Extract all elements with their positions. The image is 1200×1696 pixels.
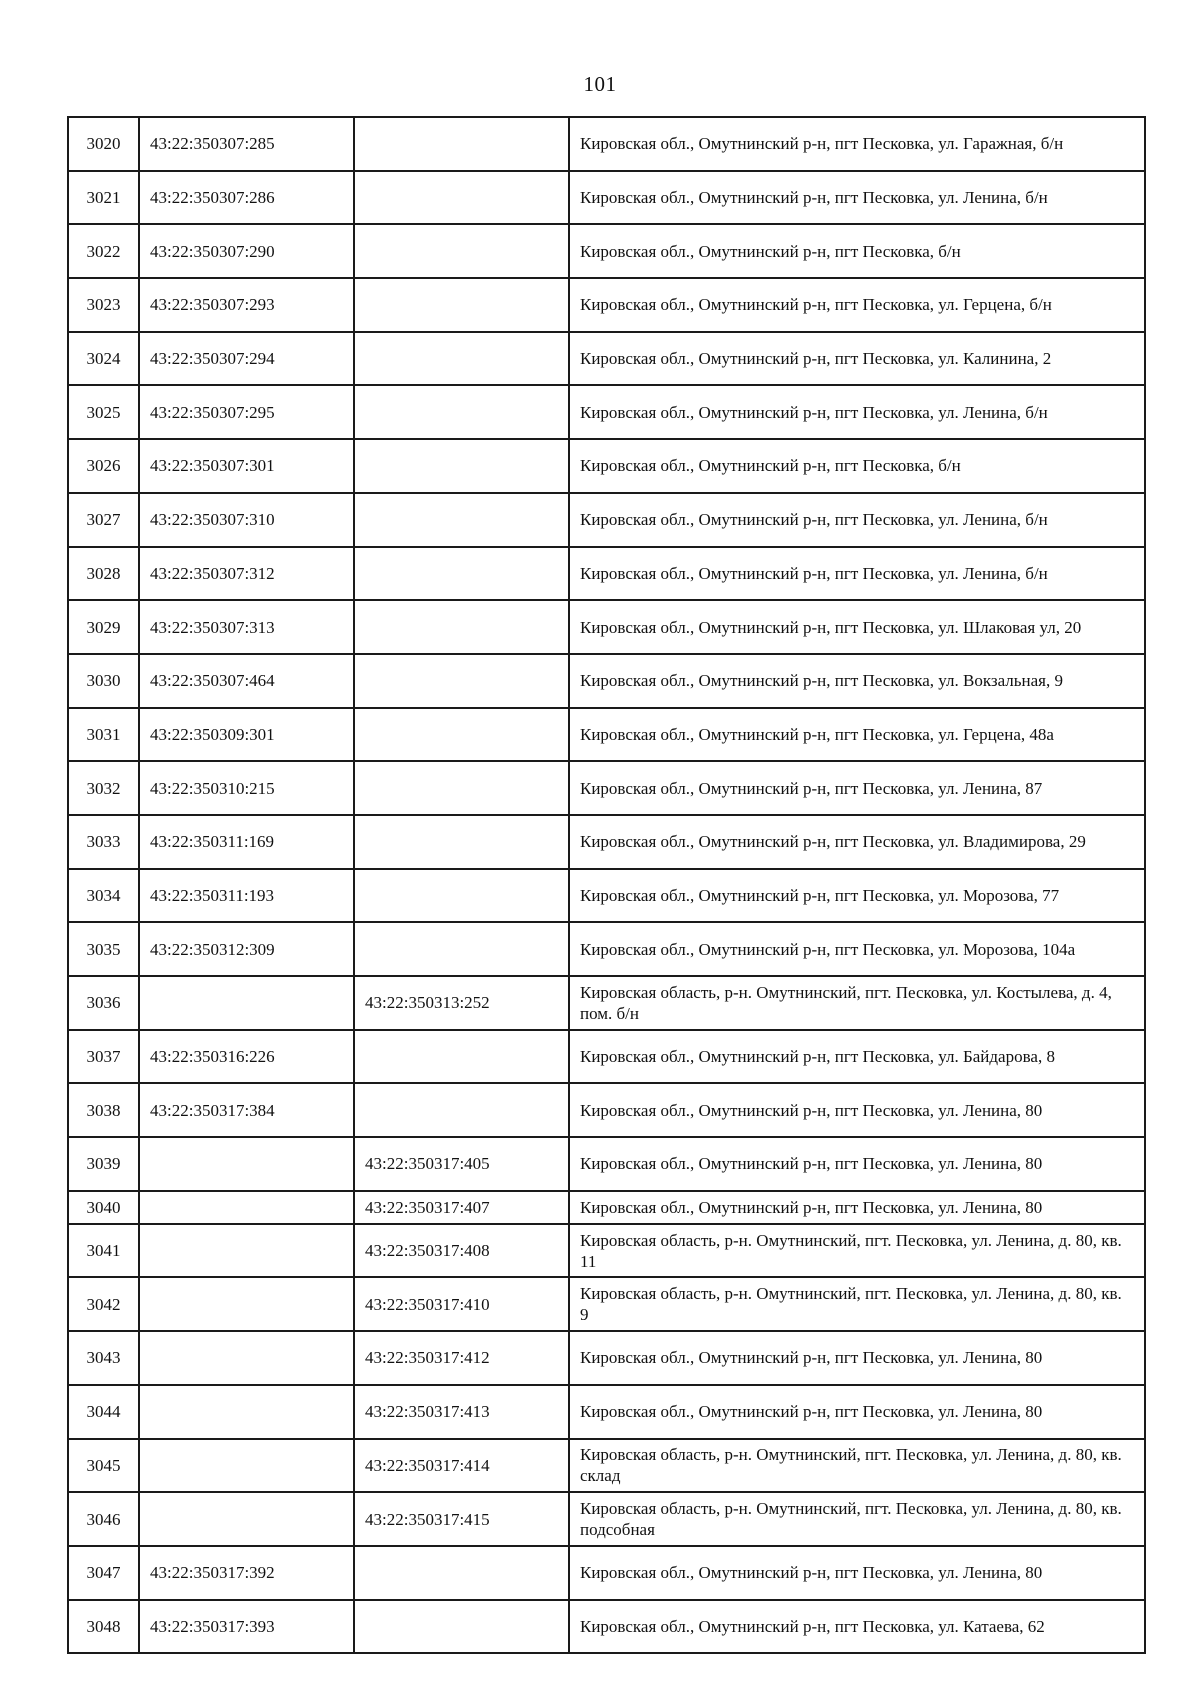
table-row [68,922,1145,976]
cadastral-number-cell [139,1277,354,1331]
object-cadastral-number-cell [354,332,569,386]
table-row [68,1030,1145,1084]
table-row [68,224,1145,278]
row-number: 3020 [68,117,139,171]
table-row [68,654,1145,708]
cadastral-number-cell: 43:22:350316:226 [139,1030,354,1084]
object-cadastral-number-cell [354,117,569,171]
table-row [68,1331,1145,1385]
cadastral-number-cell [139,1224,354,1278]
cadastral-number-cell [139,1492,354,1546]
address-cell: Кировская обл., Омутнинский р-н, пгт Песковка, ул. Морозова, 77 [569,869,1145,923]
cadastral-number-cell [139,1191,354,1224]
row-number: 3038 [68,1083,139,1137]
object-cadastral-number-cell [354,439,569,493]
table-row [68,385,1145,439]
table-row [68,1277,1145,1331]
address-cell: Кировская обл., Омутнинский р-н, пгт Песковка, ул. Владимирова, 29 [569,815,1145,869]
cadastral-number-cell [139,1137,354,1191]
object-cadastral-number-cell: 43:22:350313:252 [354,976,569,1030]
row-number: 3039 [68,1137,139,1191]
table-row [68,1385,1145,1439]
row-number: 3048 [68,1600,139,1654]
object-cadastral-number-cell: 43:22:350317:414 [354,1439,569,1493]
table-row [68,708,1145,762]
table-row [68,1600,1145,1654]
cadastral-number-cell: 43:22:350311:193 [139,869,354,923]
row-number: 3031 [68,708,139,762]
cadastral-number-cell: 43:22:350309:301 [139,708,354,762]
address-cell: Кировская обл., Омутнинский р-н, пгт Песковка, ул. Ленина, 80 [569,1331,1145,1385]
object-cadastral-number-cell: 43:22:350317:405 [354,1137,569,1191]
address-cell: Кировская обл., Омутнинский р-н, пгт Песковка, ул. Ленина, б/н [569,171,1145,225]
row-number: 3045 [68,1439,139,1493]
row-number: 3042 [68,1277,139,1331]
address-cell: Кировская обл., Омутнинский р-н, пгт Песковка, ул. Ленина, 80 [569,1191,1145,1224]
address-cell: Кировская обл., Омутнинский р-н, пгт Песковка, ул. Ленина, 80 [569,1385,1145,1439]
address-cell: Кировская область, р-н. Омутнинский, пгт. Песковка, ул. Ленина, д. 80, кв. склад [569,1439,1145,1493]
address-cell: Кировская обл., Омутнинский р-н, пгт Песковка, ул. Герцена, б/н [569,278,1145,332]
row-number: 3028 [68,547,139,601]
address-cell: Кировская обл., Омутнинский р-н, пгт Песковка, б/н [569,224,1145,278]
table-row [68,493,1145,547]
cadastral-number-cell: 43:22:350310:215 [139,761,354,815]
address-cell: Кировская обл., Омутнинский р-н, пгт Песковка, ул. Байдарова, 8 [569,1030,1145,1084]
row-number: 3027 [68,493,139,547]
address-cell: Кировская обл., Омутнинский р-н, пгт Песковка, ул. Ленина, б/н [569,385,1145,439]
object-cadastral-number-cell [354,1600,569,1654]
address-cell: Кировская обл., Омутнинский р-н, пгт Песковка, ул. Ленина, 87 [569,761,1145,815]
row-number: 3026 [68,439,139,493]
row-number: 3044 [68,1385,139,1439]
row-number: 3047 [68,1546,139,1600]
row-number: 3024 [68,332,139,386]
cadastral-number-cell: 43:22:350307:301 [139,439,354,493]
table-row [68,439,1145,493]
table-row [68,332,1145,386]
cadastral-number-cell: 43:22:350317:384 [139,1083,354,1137]
object-cadastral-number-cell: 43:22:350317:408 [354,1224,569,1278]
table-row [68,815,1145,869]
address-cell: Кировская обл., Омутнинский р-н, пгт Песковка, ул. Ленина, 80 [569,1083,1145,1137]
object-cadastral-number-cell [354,600,569,654]
object-cadastral-number-cell [354,1030,569,1084]
address-cell: Кировская обл., Омутнинский р-н, пгт Песковка, ул. Вокзальная, 9 [569,654,1145,708]
address-cell: Кировская обл., Омутнинский р-н, пгт Песковка, ул. Шлаковая ул, 20 [569,600,1145,654]
cadastral-number-cell: 43:22:350307:290 [139,224,354,278]
row-number: 3035 [68,922,139,976]
cadastral-number-cell: 43:22:350307:310 [139,493,354,547]
address-cell: Кировская обл., Омутнинский р-н, пгт Песковка, ул. Катаева, 62 [569,1600,1145,1654]
cadastral-number-cell: 43:22:350311:169 [139,815,354,869]
cadastral-number-cell [139,976,354,1030]
cadastral-number-cell: 43:22:350307:313 [139,600,354,654]
address-cell: Кировская обл., Омутнинский р-н, пгт Песковка, б/н [569,439,1145,493]
address-cell: Кировская область, р-н. Омутнинский, пгт. Песковка, ул. Ленина, д. 80, кв. 11 [569,1224,1145,1278]
cadastral-number-cell: 43:22:350317:393 [139,1600,354,1654]
object-cadastral-number-cell [354,547,569,601]
cadastral-number-cell: 43:22:350307:286 [139,171,354,225]
registry-table-body [68,117,1145,1653]
object-cadastral-number-cell: 43:22:350317:407 [354,1191,569,1224]
row-number: 3037 [68,1030,139,1084]
object-cadastral-number-cell [354,922,569,976]
table-row [68,1191,1145,1224]
cadastral-number-cell [139,1439,354,1493]
table-row [68,976,1145,1030]
address-cell: Кировская область, р-н. Омутнинский, пгт. Песковка, ул. Ленина, д. 80, кв. 9 [569,1277,1145,1331]
object-cadastral-number-cell [354,1546,569,1600]
cadastral-number-cell [139,1331,354,1385]
address-cell: Кировская область, р-н. Омутнинский, пгт. Песковка, ул. Костылева, д. 4, пом. б/н [569,976,1145,1030]
object-cadastral-number-cell [354,761,569,815]
table-row [68,761,1145,815]
cadastral-number-cell: 43:22:350307:294 [139,332,354,386]
table-row [68,278,1145,332]
address-cell: Кировская обл., Омутнинский р-н, пгт Песковка, ул. Морозова, 104а [569,922,1145,976]
row-number: 3021 [68,171,139,225]
cadastral-number-cell: 43:22:350307:285 [139,117,354,171]
table-row [68,1439,1145,1493]
object-cadastral-number-cell: 43:22:350317:412 [354,1331,569,1385]
address-cell: Кировская обл., Омутнинский р-н, пгт Песковка, ул. Калинина, 2 [569,332,1145,386]
table-row [68,117,1145,171]
cadastral-number-cell: 43:22:350317:392 [139,1546,354,1600]
table-row [68,1224,1145,1278]
row-number: 3023 [68,278,139,332]
row-number: 3025 [68,385,139,439]
table-row [68,1083,1145,1137]
object-cadastral-number-cell: 43:22:350317:415 [354,1492,569,1546]
row-number: 3022 [68,224,139,278]
row-number: 3032 [68,761,139,815]
table-row [68,600,1145,654]
address-cell: Кировская область, р-н. Омутнинский, пгт. Песковка, ул. Ленина, д. 80, кв. подсобная [569,1492,1145,1546]
table-row [68,1137,1145,1191]
object-cadastral-number-cell [354,1083,569,1137]
table-row [68,547,1145,601]
row-number: 3041 [68,1224,139,1278]
address-cell: Кировская обл., Омутнинский р-н, пгт Песковка, ул. Ленина, 80 [569,1137,1145,1191]
cadastral-number-cell [139,1385,354,1439]
object-cadastral-number-cell [354,869,569,923]
cadastral-number-cell: 43:22:350307:312 [139,547,354,601]
cadastral-number-cell: 43:22:350307:293 [139,278,354,332]
object-cadastral-number-cell: 43:22:350317:413 [354,1385,569,1439]
row-number: 3040 [68,1191,139,1224]
object-cadastral-number-cell [354,171,569,225]
object-cadastral-number-cell [354,385,569,439]
row-number: 3046 [68,1492,139,1546]
row-number: 3029 [68,600,139,654]
registry-table [67,116,1146,1654]
object-cadastral-number-cell [354,493,569,547]
table-row [68,1492,1145,1546]
cadastral-number-cell: 43:22:350307:295 [139,385,354,439]
row-number: 3033 [68,815,139,869]
object-cadastral-number-cell [354,815,569,869]
address-cell: Кировская обл., Омутнинский р-н, пгт Песковка, ул. Ленина, б/н [569,493,1145,547]
table-row [68,171,1145,225]
cadastral-number-cell: 43:22:350307:464 [139,654,354,708]
object-cadastral-number-cell [354,224,569,278]
row-number: 3036 [68,976,139,1030]
cadastral-number-cell: 43:22:350312:309 [139,922,354,976]
object-cadastral-number-cell [354,654,569,708]
object-cadastral-number-cell [354,708,569,762]
object-cadastral-number-cell: 43:22:350317:410 [354,1277,569,1331]
address-cell: Кировская обл., Омутнинский р-н, пгт Песковка, ул. Гаражная, б/н [569,117,1145,171]
address-cell: Кировская обл., Омутнинский р-н, пгт Песковка, ул. Ленина, б/н [569,547,1145,601]
row-number: 3034 [68,869,139,923]
page-number: 101 [583,72,617,96]
table-row [68,869,1145,923]
address-cell: Кировская обл., Омутнинский р-н, пгт Песковка, ул. Ленина, 80 [569,1546,1145,1600]
row-number: 3030 [68,654,139,708]
row-number: 3043 [68,1331,139,1385]
address-cell: Кировская обл., Омутнинский р-н, пгт Песковка, ул. Герцена, 48а [569,708,1145,762]
table-row [68,1546,1145,1600]
object-cadastral-number-cell [354,278,569,332]
